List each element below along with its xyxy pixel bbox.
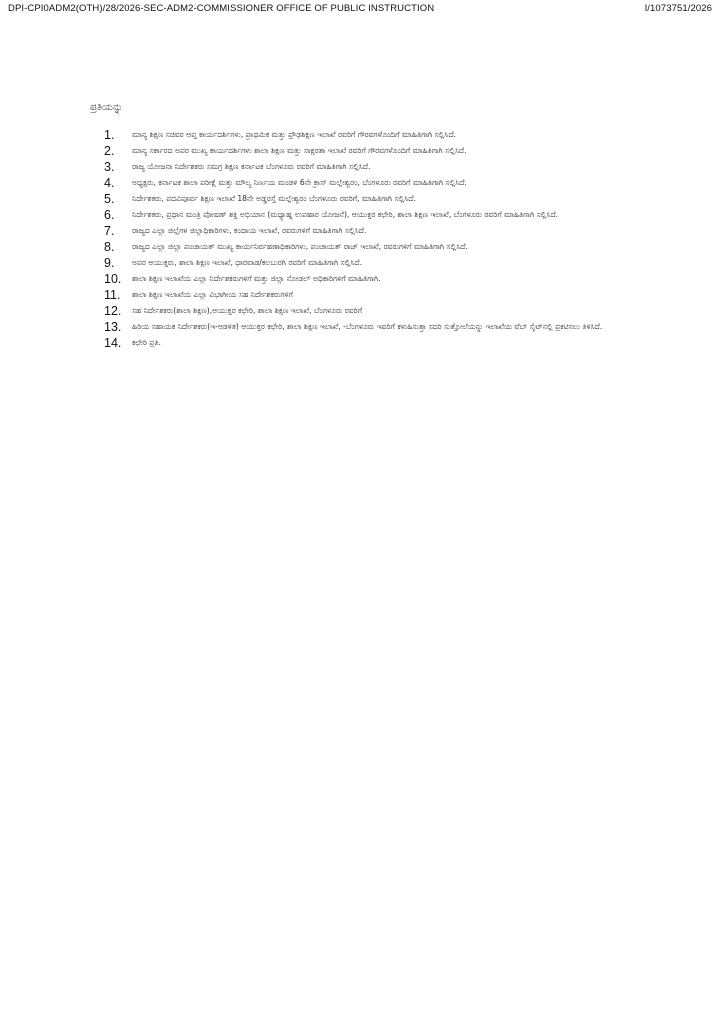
item-text: ಸಹ ನಿರ್ದೇಶಕರು(ಶಾಲಾ ಶಿಕ್ಷಣ),ಆಯುಕ್ತರ ಕಛೇರಿ, ಶಾಲಾ ಶಿಕ್ಷಣ ಇಲಾಖೆ, ಬೆಂಗಳೂರು ರವರಿಗೆ bbox=[132, 306, 363, 315]
item-text: ಮಾನ್ಯ ಸರ್ಕಾರದ ಅಪರ ಮುಖ್ಯ ಕಾರ್ಯದರ್ಶಿಗಳು ಶಾಲಾ ಶಿಕ್ಷಣ ಮತ್ತು ಸಾಕ್ಷರತಾ ಇಲಾಖೆ ರವರಿಗೆ ಗೌರವಗಳೊಂದಿಗೆ ಮಾಹಿತಿಗಾಗಿ ಸಲ್ಲಿಸಿದೆ. bbox=[132, 146, 467, 155]
item-text: ಹಿರಿಯ ಸಹಾಯಕ ನಿರ್ದೇಶಕರು(ಇ-ಆಡಳಿತ) ಆಯುಕ್ತರ ಕಛೇರಿ, ಶಾಲಾ ಶಿಕ್ಷಣ ಇಲಾಖೆ, -ಬೆಂಗಳೂರು ಇವರಿಗೆ ಕಳುಹಿಸುತ್ತಾ ಸದರಿ ಸುತ್ತೋಲೆಯನ್ನು ಇಲಾಖೆಯ ವೆಬ್ ಸೈಟ್‌ನಲ್ಲಿ ಪ್ರಕಟಿಸಲು ತಿಳಿಸಿದೆ. bbox=[132, 322, 603, 331]
item-text: ಅಪರ ಆಯುಕ್ತರು, ಶಾಲಾ ಶಿಕ್ಷಣ ಇಲಾಖೆ, ಧಾರವಾಡ/ಕಲಬುರಗಿ ರವರಿಗೆ ಮಾಹಿತಿಗಾಗಿ ಸಲ್ಲಿಸಿದೆ. bbox=[132, 258, 363, 267]
item-text: ಕಛೇರಿ ಪ್ರತಿ. bbox=[132, 338, 161, 347]
item-number: 14. bbox=[104, 336, 122, 350]
item-text: ಶಾಲಾ ಶಿಕ್ಷಣ ಇಲಾಖೆಯ ಎಲ್ಲಾ ನಿರ್ದೇಶಕರುಗಳಿಗೆ ಮತ್ತು ಜಿಲ್ಲಾ ನೋಡಲ್ ಅಧಿಕಾರಿಗಳಿಗೆ ಮಾಹಿತಿಗಾಗಿ. bbox=[132, 274, 381, 283]
list-item bbox=[104, 144, 624, 158]
reference-number: DPI-CPI0ADM2(OTH)/28/2026-SEC-ADM2-COMMISSIONER OFFICE OF PUBLIC INSTRUCTION bbox=[8, 3, 435, 14]
list-item bbox=[104, 320, 624, 334]
item-number: 7. bbox=[104, 224, 115, 238]
list-item bbox=[104, 272, 624, 286]
item-number: 10. bbox=[104, 272, 122, 286]
document-header bbox=[8, 3, 712, 17]
item-text: ರಾಜ್ಯದ ಎಲ್ಲಾ ಜಿಲ್ಲೆಗಳ ಜಿಲ್ಲಾಧಿಕಾರಿಗಳು, ಕಂದಾಯ ಇಲಾಖೆ, ರವರುಗಳಿಗೆ ಮಾಹಿತಿಗಾಗಿ ಸಲ್ಲಿಸಿದೆ. bbox=[132, 226, 367, 235]
item-number: 4. bbox=[104, 176, 115, 190]
list-item bbox=[104, 176, 624, 190]
file-number: I/1073751/2026 bbox=[644, 3, 712, 14]
list-item bbox=[104, 304, 624, 318]
item-number: 1. bbox=[104, 128, 115, 142]
item-text: ನಿರ್ದೇಶಕರು, ಪ್ರಧಾನ ಮಂತ್ರಿ ಪೋಷಣ್ ಶಕ್ತಿ ಅಭಿಯಾನ (ಮಧ್ಯಾಹ್ನ ಉಪಹಾರ ಯೋಜನೆ), ಆಯುಕ್ತರ ಕಛೇರಿ, ಶಾಲಾ ಶಿಕ್ಷಣ ಇಲಾಖೆ, ಬೆಂಗಳೂರು ರವರಿಗೆ ಮಾಹಿತಿಗಾಗಿ ಸಲ್ಲಿಸಿದೆ. bbox=[132, 210, 559, 219]
list-item bbox=[104, 224, 624, 238]
item-text: ಅಧ್ಯಕ್ಷರು, ಕರ್ನಾಟಕ ಶಾಲಾ ಪರೀಕ್ಷೆ ಮತ್ತು ಮೌಲ್ಯ ನಿರ್ಣಯ ಮಂಡಳಿ 6ನೇ ಕ್ರಾಸ್ ಮಲ್ಲೇಶ್ವರಂ, ಬೆಂಗಳೂರು ರವರಿಗೆ ಮಾಹಿತಿಗಾಗಿ ಸಲ್ಲಿಸಿದೆ. bbox=[132, 178, 467, 187]
list-item bbox=[104, 336, 624, 350]
item-text: ರಾಜ್ಯ ಯೋಜನಾ ನಿರ್ದೇಶಕರು ಸಮಗ್ರ ಶಿಕ್ಷಣ ಕರ್ನಾಟಕ ಬೆಂಗಳೂರು ರವರಿಗೆ ಮಾಹಿತಿಗಾಗಿ ಸಲ್ಲಿಸಿದೆ. bbox=[132, 162, 371, 171]
list-item bbox=[104, 288, 624, 302]
list-item bbox=[104, 208, 624, 222]
item-text: ಶಾಲಾ ಶಿಕ್ಷಣ ಇಲಾಖೆಯ ಎಲ್ಲಾ ವಿಭಾಗೀಯ ಸಹ ನಿರ್ದೇಶಕರುಗಳಿಗೆ bbox=[132, 290, 293, 299]
item-text: ರಾಜ್ಯದ ಎಲ್ಲಾ ಜಿಲ್ಲಾ ಪಂಚಾಯತ್ ಮುಖ್ಯ ಕಾರ್ಯನಿರ್ವಹಣಾಧಿಕಾರಿಗಳು, ಪಂಚಾಯತ್ ರಾಜ್ ಇಲಾಖೆ, ರವರುಗಳಿಗೆ ಮಾಹಿತಿಗಾಗಿ ಸಲ್ಲಿಸಿದೆ. bbox=[132, 242, 468, 251]
item-text: ನಿರ್ದೇಶಕರು, ಪದವಿಪೂರ್ವ ಶಿಕ್ಷಣ ಇಲಾಖೆ 18ನೇ ಅಡ್ಡರಸ್ತೆ ಮಲ್ಲೇಶ್ವರಂ ಬೆಂಗಳೂರು ರವರಿಗೆ, ಮಾಹಿತಿಗಾಗಿ ಸಲ್ಲಿಸಿದೆ. bbox=[132, 194, 416, 203]
list-item bbox=[104, 160, 624, 174]
list-item bbox=[104, 256, 624, 270]
copy-to-heading: ಪ್ರತಿಯನ್ನು bbox=[90, 102, 123, 113]
item-number: 11. bbox=[104, 288, 121, 302]
item-number: 9. bbox=[104, 256, 115, 270]
item-number: 5. bbox=[104, 192, 115, 206]
item-text: ಮಾನ್ಯ ಶಿಕ್ಷಣ ಸಚಿವರ ಆಪ್ತ ಕಾರ್ಯದರ್ಶಿಗಳು, ಪ್ರಾಥಮಿಕ ಮತ್ತು ಪ್ರೌಢಶಿಕ್ಷಣ ಇಲಾಖೆ ರವರಿಗೆ ಗೌರವಗಳೊಂದಿಗೆ ಮಾಹಿತಿಗಾಗಿ ಸಲ್ಲಿಸಿದೆ. bbox=[132, 130, 456, 139]
list-item bbox=[104, 240, 624, 254]
item-number: 6. bbox=[104, 208, 115, 222]
list-item bbox=[104, 128, 624, 142]
item-number: 13. bbox=[104, 320, 122, 334]
item-number: 2. bbox=[104, 144, 115, 158]
item-number: 3. bbox=[104, 160, 115, 174]
recipient-list bbox=[104, 128, 624, 352]
item-number: 8. bbox=[104, 240, 115, 254]
list-item bbox=[104, 192, 624, 206]
item-number: 12. bbox=[104, 304, 122, 318]
